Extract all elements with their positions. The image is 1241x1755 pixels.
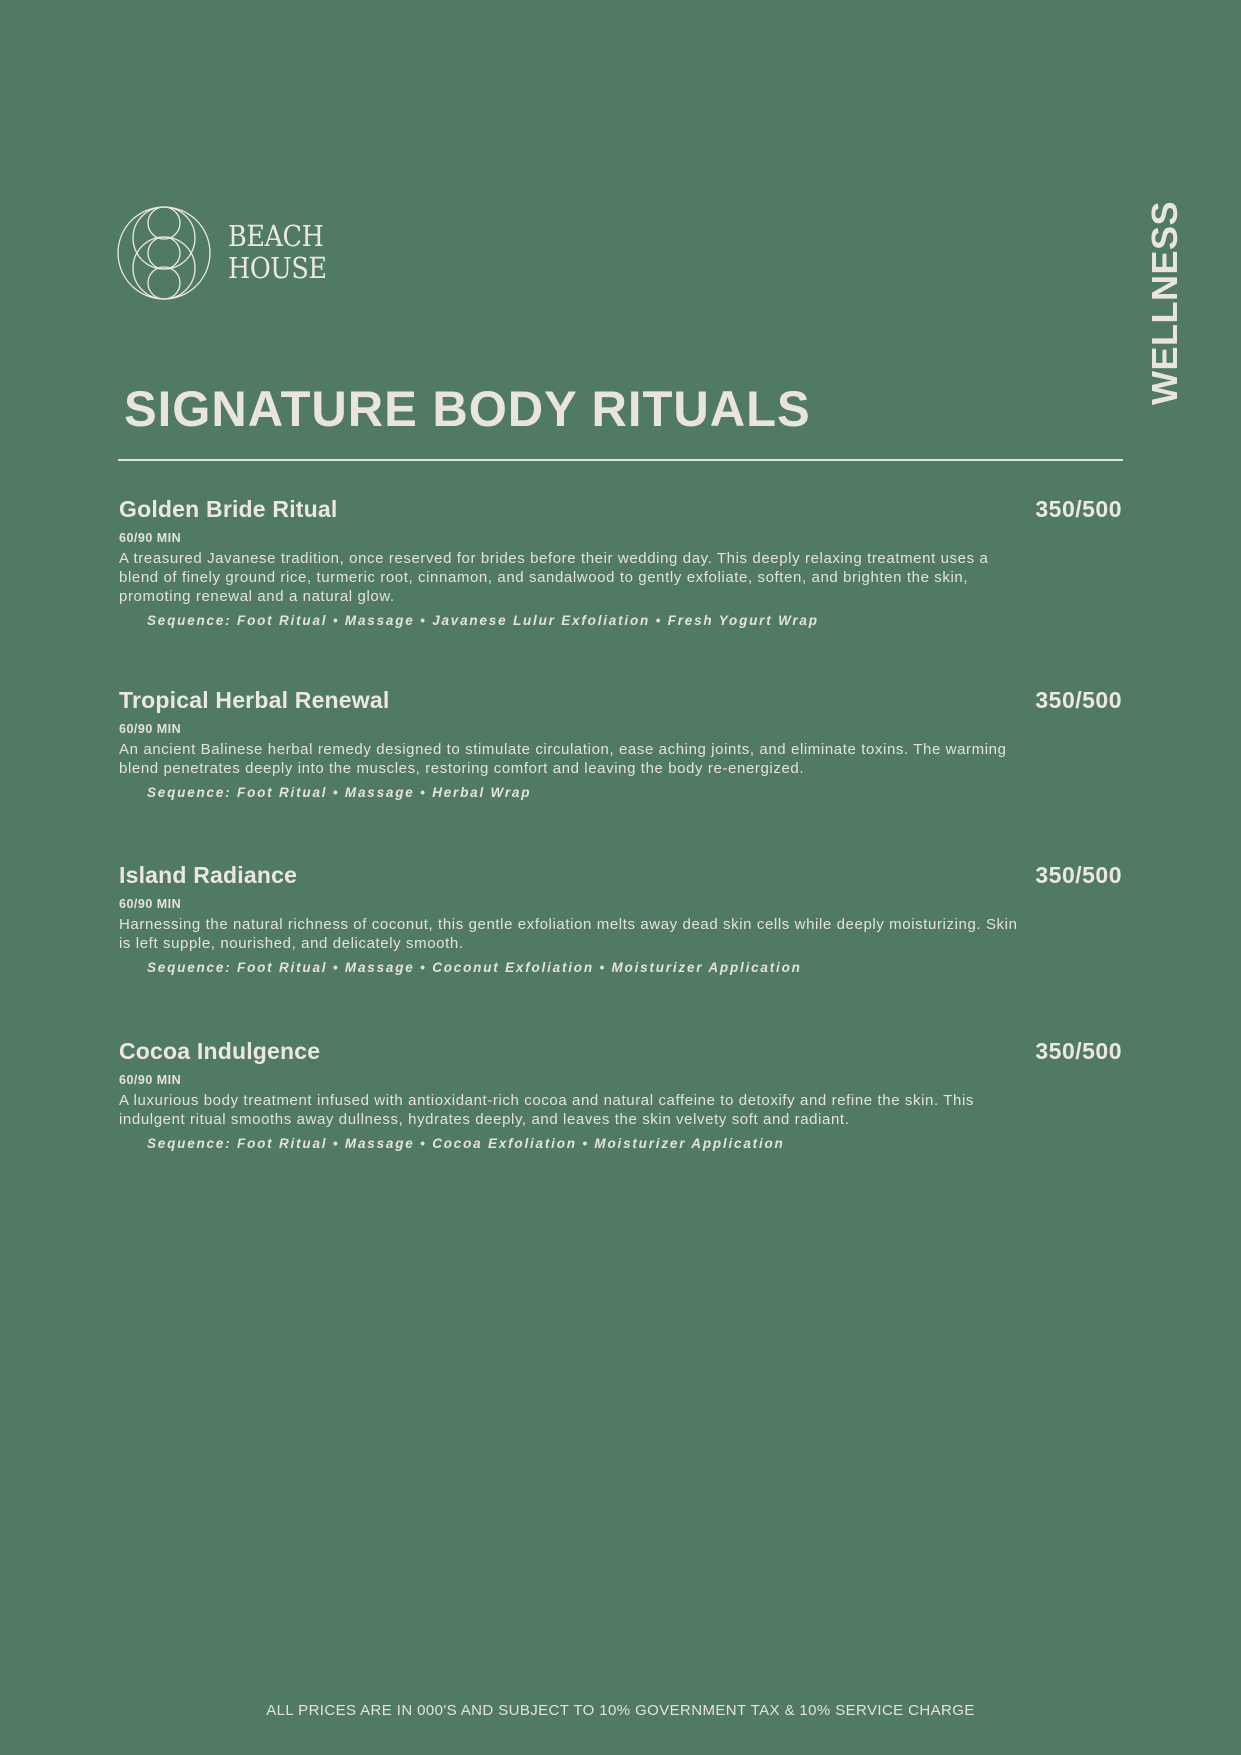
brand-line-1: BEACH xyxy=(228,219,324,253)
item-sequence: Sequence: Foot Ritual • Massage • Cocoa Exfoliation • Moisturizer Application xyxy=(147,1136,785,1151)
price-disclaimer: ALL PRICES ARE IN 000'S AND SUBJECT TO 10% GOVERNMENT TAX & 10% SERVICE CHARGE xyxy=(266,1702,975,1719)
item-description: An ancient Balinese herbal remedy designed to stimulate circulation, ease aching joints, and eliminate toxins. The warming blend penetrates deeply into the muscles, restoring comfort and leaving the body re-energized. xyxy=(119,741,1007,777)
section-side-label xyxy=(1144,198,1185,408)
side-label-text: WELLNESS xyxy=(1144,200,1185,406)
item-duration: 60/90 MIN xyxy=(119,722,182,736)
item-name: Cocoa Indulgence xyxy=(119,1038,321,1064)
title-divider xyxy=(118,459,1123,461)
brand-line-2: HOUSE xyxy=(228,251,327,285)
item-description: Harnessing the natural richness of coconut, this gentle exfoliation melts away dead skin cells while deeply moisturizing. Skin is left supple, nourished, and delicately smooth. xyxy=(119,916,1018,952)
menu-item xyxy=(119,1038,1124,1151)
item-duration: 60/90 MIN xyxy=(119,531,182,545)
item-sequence: Sequence: Foot Ritual • Massage • Herbal Wrap xyxy=(147,785,532,800)
item-name: Tropical Herbal Renewal xyxy=(119,687,390,713)
page-title: SIGNATURE BODY RITUALS xyxy=(124,381,811,437)
menu-item xyxy=(119,687,1124,800)
item-price: 350/500 xyxy=(1035,1038,1122,1064)
item-sequence: Sequence: Foot Ritual • Massage • Javanese Lulur Exfoliation • Fresh Yogurt Wrap xyxy=(147,613,819,628)
menu-item xyxy=(119,862,1124,975)
item-price: 350/500 xyxy=(1035,687,1122,713)
brand-name xyxy=(228,220,340,284)
item-description: A luxurious body treatment infused with antioxidant-rich cocoa and natural caffeine to detoxify and refine the skin. This indulgent ritual smooths away dullness, hydrates deeply, and leaves the skin velvety soft and radiant. xyxy=(119,1092,975,1128)
interlocking-circles-logo-icon xyxy=(116,205,212,301)
item-price: 350/500 xyxy=(1035,496,1122,522)
item-price: 350/500 xyxy=(1035,862,1122,888)
item-name: Island Radiance xyxy=(119,862,298,888)
item-duration: 60/90 MIN xyxy=(119,1073,182,1087)
item-duration: 60/90 MIN xyxy=(119,897,182,911)
item-description: A treasured Javanese tradition, once reserved for brides before their wedding day. This deeply relaxing treatment uses a blend of finely ground rice, turmeric root, cinnamon, and sandalwood to gently exfoliate, soften, and brighten the skin, promoting renewal and a natural glow. xyxy=(119,550,989,605)
item-sequence: Sequence: Foot Ritual • Massage • Coconut Exfoliation • Moisturizer Application xyxy=(147,960,802,975)
item-name: Golden Bride Ritual xyxy=(119,496,338,522)
menu-item xyxy=(119,496,1124,628)
